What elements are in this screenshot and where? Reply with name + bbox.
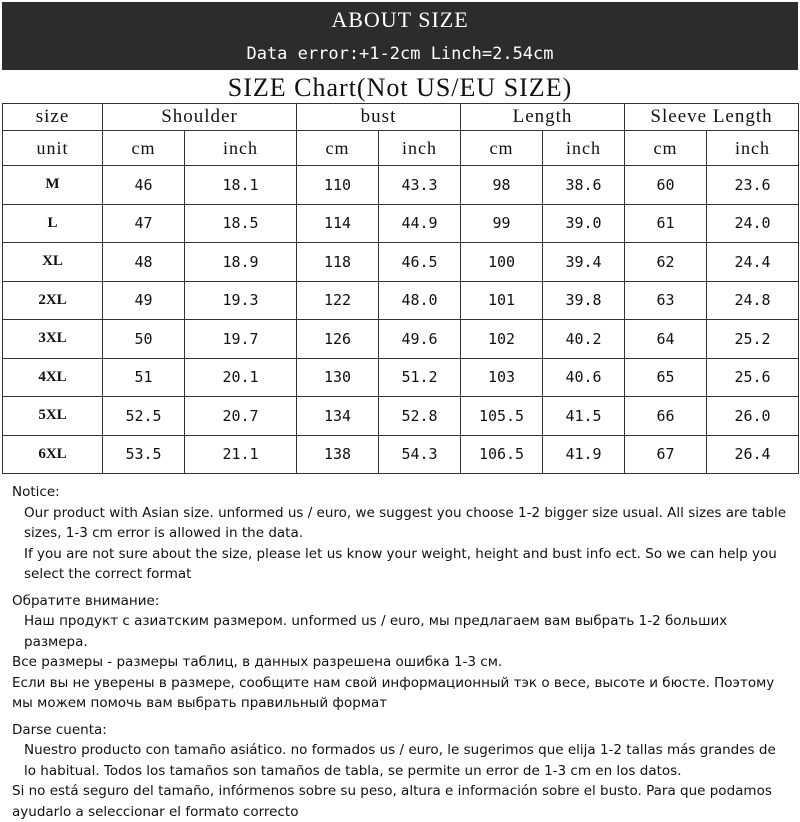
- measurement-cell: 24.4: [707, 243, 799, 282]
- unit-cell: inch: [185, 131, 297, 166]
- table-row: [3, 435, 799, 474]
- measurement-cell: 44.9: [379, 204, 461, 243]
- measurement-cell: 25.6: [707, 358, 799, 397]
- measurement-cell: 102: [461, 320, 543, 359]
- table-row: [3, 320, 799, 359]
- notice-ru-p3: Если вы не уверены в размере, сообщите нам свой информационный тэк о весе, высоте и бюсте. Поэтому мы можем помочь вам выбрать правильный формат: [12, 674, 775, 711]
- size-label-cell: 2XL: [3, 281, 103, 320]
- notice-ru-p1: Наш продукт с азиатским размером. unformed us / euro, мы предлагаем вам выбрать 1-2 больших размера.: [24, 613, 728, 650]
- unit-label: unit: [3, 131, 103, 166]
- measurement-cell: 134: [297, 397, 379, 436]
- measurement-cell: 99: [461, 204, 543, 243]
- table-row: [3, 281, 799, 320]
- measurement-cell: 41.5: [543, 397, 625, 436]
- measurement-cell: 130: [297, 358, 379, 397]
- measurement-cell: 118: [297, 243, 379, 282]
- unit-cell: cm: [625, 131, 707, 166]
- measurement-cell: 138: [297, 435, 379, 474]
- measurement-cell: 39.0: [543, 204, 625, 243]
- unit-cell: cm: [103, 131, 185, 166]
- measurement-cell: 26.0: [707, 397, 799, 436]
- measurement-cell: 26.4: [707, 435, 799, 474]
- measurement-cell: 46: [103, 166, 185, 205]
- notice-en-p1: Our product with Asian size. unformed us / euro, we suggest you choose 1-2 bigger size usual. All sizes are table sizes, 1-3 cm error is allowed in the data.: [24, 504, 787, 541]
- measurement-cell: 41.9: [543, 435, 625, 474]
- measurement-cell: 106.5: [461, 435, 543, 474]
- notice-es-p1: Nuestro producto con tamaño asiático. no formados us / euro, le sugerimos que elija 1-2 tallas más grandes de lo habitual. Todos los tamaños son tamaños de tabla, se permite un error de 1-3 cm en los datos.: [24, 742, 776, 779]
- unit-cell: inch: [379, 131, 461, 166]
- size-label-cell: XL: [3, 243, 103, 282]
- measurement-cell: 19.7: [185, 320, 297, 359]
- measurement-cell: 18.5: [185, 204, 297, 243]
- measurement-cell: 24.8: [707, 281, 799, 320]
- measurement-cell: 65: [625, 358, 707, 397]
- measurement-cell: 24.0: [707, 204, 799, 243]
- info-text: Data error:+1-2cm Linch=2.54cm: [246, 44, 554, 64]
- measurement-cell: 18.1: [185, 166, 297, 205]
- notice-heading-en: Notice:: [12, 484, 60, 500]
- measurement-cell: 100: [461, 243, 543, 282]
- size-label-cell: 6XL: [3, 435, 103, 474]
- unit-cell: cm: [297, 131, 379, 166]
- table-row: [3, 166, 799, 205]
- measurement-cell: 66: [625, 397, 707, 436]
- measurement-cell: 61: [625, 204, 707, 243]
- group-header-row: [3, 104, 799, 131]
- measurement-cell: 19.3: [185, 281, 297, 320]
- measurement-cell: 54.3: [379, 435, 461, 474]
- measurement-cell: 18.9: [185, 243, 297, 282]
- size-label-cell: 3XL: [3, 320, 103, 359]
- measurement-cell: 52.5: [103, 397, 185, 436]
- notice-es-p2: Si no está seguro del tamaño, infórmenos sobre su peso, altura e información sobre el busto. Para que podamos ayudarlo a seleccionar el formato correcto: [12, 783, 772, 820]
- header-bust: bust: [297, 104, 461, 131]
- table-row: [3, 358, 799, 397]
- info-bar: [2, 38, 798, 70]
- measurement-cell: 53.5: [103, 435, 185, 474]
- table-row: [3, 397, 799, 436]
- measurement-cell: 49: [103, 281, 185, 320]
- measurement-cell: 38.6: [543, 166, 625, 205]
- measurement-cell: 114: [297, 204, 379, 243]
- measurement-cell: 40.6: [543, 358, 625, 397]
- measurement-cell: 122: [297, 281, 379, 320]
- measurement-cell: 51: [103, 358, 185, 397]
- measurement-cell: 98: [461, 166, 543, 205]
- notice-heading-ru: Обратите внимание:: [12, 592, 160, 609]
- notice-en-p2: If you are not sure about the size, please let us know your weight, height and bust info ect. So we can help you select the correct format: [24, 545, 777, 582]
- measurement-cell: 21.1: [185, 435, 297, 474]
- measurement-cell: 23.6: [707, 166, 799, 205]
- measurement-cell: 39.4: [543, 243, 625, 282]
- measurement-cell: 48.0: [379, 281, 461, 320]
- measurement-cell: 20.1: [185, 358, 297, 397]
- unit-cell: inch: [707, 131, 799, 166]
- notice-ru-p2: Все размеры - размеры таблиц, в данных разрешена ошибка 1-3 см.: [12, 654, 503, 670]
- size-label-cell: 5XL: [3, 397, 103, 436]
- measurement-cell: 49.6: [379, 320, 461, 359]
- measurement-cell: 60: [625, 166, 707, 205]
- measurement-cell: 126: [297, 320, 379, 359]
- header-bar: [2, 2, 798, 38]
- table-row: [3, 204, 799, 243]
- size-rows: [3, 166, 799, 474]
- measurement-cell: 101: [461, 281, 543, 320]
- measurement-cell: 103: [461, 358, 543, 397]
- measurement-cell: 105.5: [461, 397, 543, 436]
- header-length: Length: [461, 104, 625, 131]
- notes-section: [12, 482, 792, 822]
- header-shoulder: Shoulder: [103, 104, 297, 131]
- measurement-cell: 63: [625, 281, 707, 320]
- notice-heading-es: Darse cuenta:: [12, 721, 107, 738]
- table-row: [3, 243, 799, 282]
- measurement-cell: 39.8: [543, 281, 625, 320]
- unit-header-row: [3, 131, 799, 166]
- measurement-cell: 67: [625, 435, 707, 474]
- size-chart-title: SIZE Chart(Not US/EU SIZE): [227, 73, 573, 102]
- header-sleeve-length: Sleeve Length: [625, 104, 799, 131]
- size-label-cell: 4XL: [3, 358, 103, 397]
- measurement-cell: 51.2: [379, 358, 461, 397]
- measurement-cell: 25.2: [707, 320, 799, 359]
- measurement-cell: 50: [103, 320, 185, 359]
- header-title: ABOUT SIZE: [331, 7, 469, 32]
- measurement-cell: 47: [103, 204, 185, 243]
- measurement-cell: 40.2: [543, 320, 625, 359]
- size-label-cell: M: [3, 166, 103, 205]
- measurement-cell: 52.8: [379, 397, 461, 436]
- size-label-cell: L: [3, 204, 103, 243]
- measurement-cell: 110: [297, 166, 379, 205]
- header-size: size: [3, 104, 103, 131]
- measurement-cell: 20.7: [185, 397, 297, 436]
- measurement-cell: 46.5: [379, 243, 461, 282]
- measurement-cell: 48: [103, 243, 185, 282]
- unit-cell: cm: [461, 131, 543, 166]
- size-table: [2, 103, 799, 474]
- measurement-cell: 64: [625, 320, 707, 359]
- unit-cell: inch: [543, 131, 625, 166]
- measurement-cell: 62: [625, 243, 707, 282]
- measurement-cell: 43.3: [379, 166, 461, 205]
